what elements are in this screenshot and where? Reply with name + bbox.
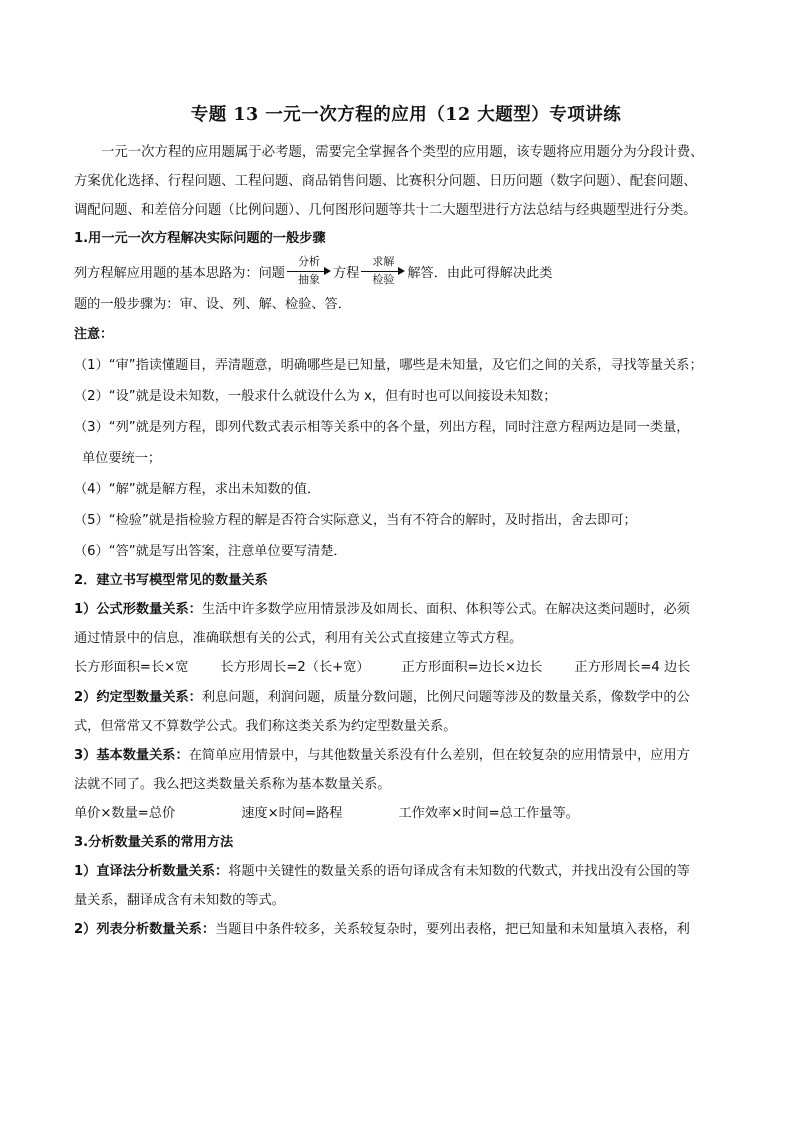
direct-translation-paragraph bbox=[74, 857, 738, 886]
table-analysis-label: 2）列表分析数量关系： bbox=[74, 922, 216, 937]
direct-translation-label: 1）直译法分析数量关系： bbox=[74, 864, 229, 879]
general-steps-line: 题的一般步骤为：审、设、列、解、检验、答． bbox=[74, 297, 351, 312]
note-label: 注意： bbox=[74, 327, 114, 342]
arrow-analyze-abstract bbox=[287, 256, 331, 286]
note-item-2: （2）“设”就是设未知数，一般求什么就设什么为 x，但有时也可以间接设未知数； bbox=[74, 389, 557, 404]
basic-formulas bbox=[74, 799, 738, 829]
arrow-1-top-label: 分析 bbox=[298, 255, 320, 268]
section-1-heading: 1.用一元一次方程解决实际问题的一般步骤 bbox=[74, 231, 326, 246]
arrow-2-bottom-label: 检验 bbox=[372, 273, 395, 286]
formula-speed: 速度×时间=路程 bbox=[241, 806, 343, 821]
convention-relation-label: 2）约定型数量关系： bbox=[74, 690, 202, 705]
table-analysis-paragraph bbox=[74, 915, 738, 944]
convention-relation-continued: 式，但常常又不算数学公式。我们称这类关系为约定型数量关系。 bbox=[74, 719, 457, 734]
table-analysis-text: 当题目中条件较多，关系较复杂时，要列出表格，把已知量和未知量填入表格，利 bbox=[215, 922, 690, 937]
arrow-1-bottom-label: 抽象 bbox=[298, 273, 320, 286]
direct-translation-continued: 量关系，翻译成含有未知数的等式。 bbox=[74, 893, 285, 908]
formula-work: 工作效率×时间=总工作量等。 bbox=[398, 806, 579, 821]
formula-relation-paragraph bbox=[74, 595, 738, 624]
flow-text-after: 解答．由此可得解决此类 bbox=[407, 265, 553, 281]
note-item-4: （4）“解”就是解方程，求出未知数的值． bbox=[74, 482, 321, 497]
formula-rect-perimeter: 长方形周长=2（长+宽） bbox=[220, 660, 370, 675]
arrow-solve-check bbox=[361, 256, 405, 286]
page-title: 专题 13 一元一次方程的应用（12 大题型）专项讲练 bbox=[190, 105, 622, 125]
note-item-3-continued: 单位要统一； bbox=[82, 451, 162, 466]
solving-flow-line bbox=[74, 253, 738, 289]
basic-relation-label: 3）基本数量关系： bbox=[74, 748, 189, 763]
direct-translation-text: 将题中关键性的数量关系的语句译成含有未知数的代数式，并找出没有公国的等 bbox=[228, 864, 690, 879]
section-2-heading: 2．建立书写模型常见的数量关系 bbox=[74, 573, 268, 588]
note-item-5: （5）“检验”就是指检验方程的解是否符合实际意义，当有不符合的解时，及时指出，舍去即可； bbox=[74, 513, 637, 528]
formula-square-area: 正方形面积=边长×边长 bbox=[401, 660, 543, 675]
formula-relation-label: 1）公式形数量关系： bbox=[74, 602, 202, 617]
formula-square-perimeter: 正方形周长=4 边长 bbox=[574, 660, 691, 675]
intro-line-3: 调配问题、和差倍分问题（比例问题）、几何图形问题等共十二大题型进行方法总结与经典题型进行分类。 bbox=[74, 203, 697, 218]
flow-text-before: 列方程解应用题的基本思路为：问题 bbox=[74, 265, 285, 281]
basic-relation-continued: 法就不同了。我么把这类数量关系称为基本数量关系。 bbox=[74, 777, 391, 792]
convention-relation-paragraph bbox=[74, 683, 738, 712]
formula-relation-continued: 通过情景中的信息，准确联想有关的公式，利用有关公式直接建立等式方程。 bbox=[74, 631, 523, 646]
note-item-6: （6）“答”就是写出答案，注意单位要写清楚． bbox=[74, 544, 347, 559]
document-page bbox=[74, 102, 738, 944]
basic-relation-text: 在简单应用情景中，与其他数量关系没有什么差别，但在较复杂的应用情景中，应用方 bbox=[188, 748, 690, 763]
note-item-1: （1）“审”指读懂题目，弄清题意，明确哪些是已知量，哪些是未知量，及它们之间的关系，寻找等量关系； bbox=[74, 358, 703, 373]
geometry-formulas bbox=[74, 653, 738, 683]
formula-price: 单价×数量=总价 bbox=[74, 806, 176, 821]
arrow-2-top-label: 求解 bbox=[372, 255, 395, 268]
formula-rect-area: 长方形面积=长×宽 bbox=[74, 660, 189, 675]
basic-relation-paragraph bbox=[74, 741, 738, 770]
intro-line-2: 方案优化选择、行程问题、工程问题、商品销售问题、比赛积分问题、日历问题（数字问题）、配套问题、 bbox=[74, 174, 697, 189]
formula-relation-text: 生活中许多数学应用情景涉及如周长、面积、体积等公式。在解决这类问题时，必须 bbox=[201, 602, 690, 617]
intro-line-1: 一元一次方程的应用题属于必考题，需要完全掌握各个类型的应用题，该专题将应用题分为分段计费、 bbox=[101, 145, 704, 160]
flow-text-equation: 方程 bbox=[333, 265, 360, 281]
convention-relation-text: 利息问题，利润问题，质量分数问题，比例尺问题等涉及的数量关系，像数学中的公 bbox=[201, 690, 690, 705]
section-3-heading: 3.分析数量关系的常用方法 bbox=[74, 835, 234, 850]
note-item-3: （3）“列”就是列方程，即列代数式表示相等关系中的各个量，列出方程，同时注意方程两边是同一类量， bbox=[74, 420, 690, 435]
